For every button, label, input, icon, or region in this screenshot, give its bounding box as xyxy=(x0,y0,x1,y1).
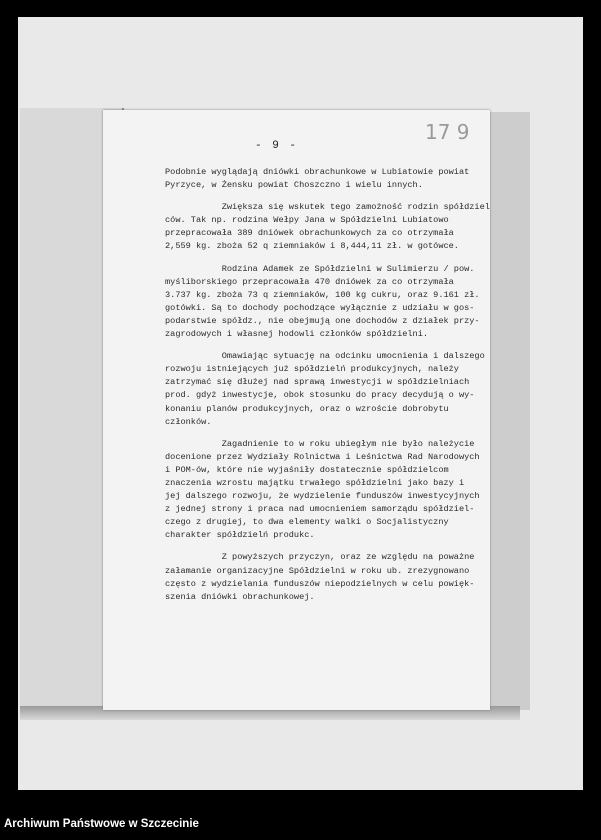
text-line: często z wydzielania funduszów niepodzielnych w celu powięk- xyxy=(165,578,475,589)
page-number: - 9 - xyxy=(255,140,299,152)
text-line: Rodzina Adamek ze Spółdzielni w Sulimierzu / pow. xyxy=(165,263,475,274)
text-line: 3.737 kg. zboża 73 q ziemniaków, 100 kg cukru, oraz 9.161 zł. xyxy=(165,289,480,300)
text-line: docenione przez Wydziały Rolnictwa i Leśnictwa Rad Narodowych xyxy=(165,451,480,462)
text-line: rozwoju istniejących już spółdzielń produkcyjnych, należy xyxy=(165,364,459,375)
paragraph xyxy=(165,350,495,429)
text-line: załamanie organizacyjne Spółdzielni w roku ub. zrezygnowano xyxy=(165,565,470,576)
archive-handwritten-mark: 17 9 xyxy=(425,120,470,144)
paragraph xyxy=(165,166,495,192)
text-line: członków. xyxy=(165,416,212,427)
text-line: Pyrzyce, w Żensku powiat Choszczno i wielu innych. xyxy=(165,180,423,191)
archive-footer: Archiwum Państwowe w Szczecinie xyxy=(4,818,199,830)
text-line: ców. Tak np. rodzina Wełpy Jana w Spółdzielni Lubiatowo xyxy=(165,215,449,226)
text-line: Podobnie wyglądają dniówki obrachunkowe w Lubiatowie powiat xyxy=(165,167,470,177)
text-line: z jednej strony i praca nad umocnieniem samorządu spółdziel- xyxy=(165,504,475,515)
text-line: jej dalszego rozwoju, że wydzielenie funduszów inwestycyjnych xyxy=(165,491,480,502)
text-line: myśliborskiego przepracowała 470 dniówek za co otrzymała xyxy=(165,276,454,287)
text-line: zagrodowych i własnej hodowli członków spółdzielni. xyxy=(165,329,429,340)
text-line: Zwiększa się wskutek tego zamożność rodzin spółdziel xyxy=(165,202,490,213)
text-line: gotówki. Są to dochody pochodzące wyłącznie z udziału w gos- xyxy=(165,302,475,313)
text-line: prod. gdyż inwestycje, obok stosunku do pracy decydują o wy- xyxy=(165,390,475,401)
paragraph xyxy=(165,201,495,253)
text-line: 2,559 kg. zboża 52 q ziemniaków i 8,444,11 zł. w gotówce. xyxy=(165,241,459,252)
text-line: i POM-ów, które nie wyjaśniły dostatecznie spółdzielcom xyxy=(165,464,449,475)
text-line: szenia dniówki obrachunkowej. xyxy=(165,591,315,602)
paragraph xyxy=(165,263,495,342)
text-line: charakter spółdzielń produkc. xyxy=(165,530,315,541)
text-line: konaniu planów produkcyjnych, oraz o wzroście dobrobytu xyxy=(165,403,449,414)
text-line: Z powyższych przyczyn, oraz ze względu na poważne xyxy=(165,552,475,563)
text-line: czego z drugiej, to dwa elementy walki o Socjalistyczny xyxy=(165,517,449,528)
text-line: Omawiając sytuację na odcinku umocnienia i dalszego xyxy=(165,351,485,362)
text-line: Zagadnienie to w roku ubiegłym nie było należycie xyxy=(165,438,475,449)
document-body xyxy=(165,166,495,613)
paragraph xyxy=(165,551,495,603)
text-line: przepracowała 389 dniówek obrachunkowych za co otrzymała xyxy=(165,228,454,239)
text-line: zatrzymać się dłużej nad sprawą inwestycji w spółdzielniach xyxy=(165,377,470,388)
paragraph xyxy=(165,438,495,543)
text-line: znaczenia wzrostu majątku trwałego spółdzielni jako bazy i xyxy=(165,477,465,488)
text-line: podarstwie spółdz., nie obejmują one dochodów z działek przy- xyxy=(165,315,480,326)
